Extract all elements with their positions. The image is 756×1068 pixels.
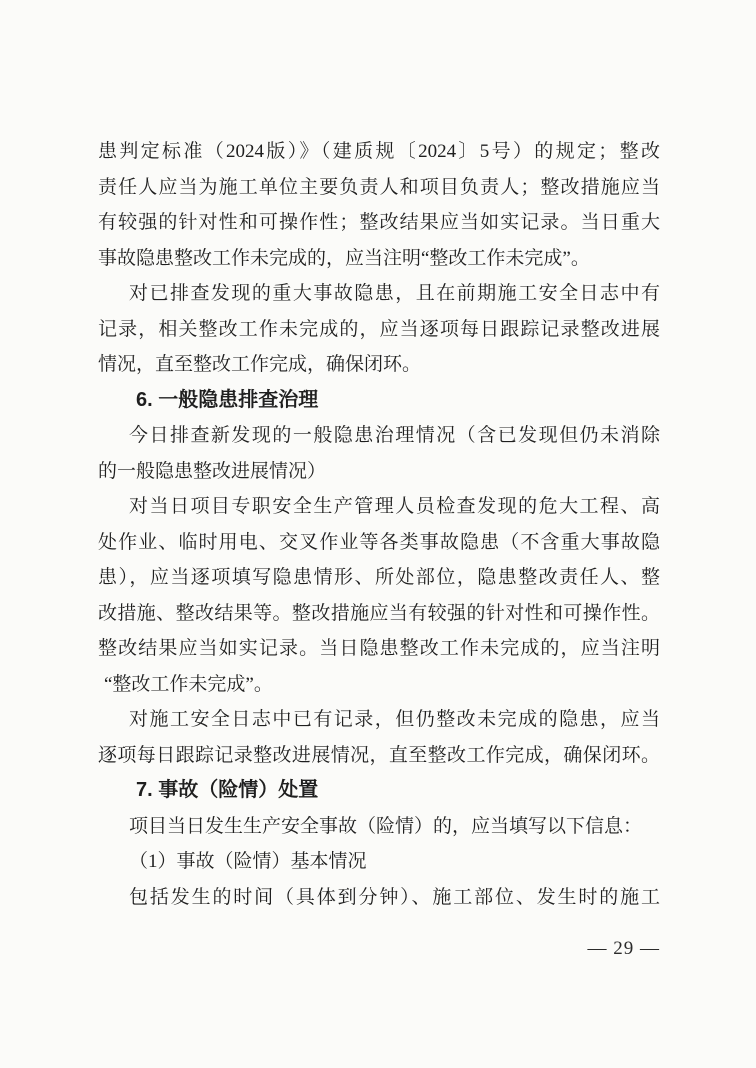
text-line: 今日排查新发现的一般隐患治理情况（含已发现但仍未消除	[129, 425, 660, 446]
text-line: 对施工安全日志中已有记录，但仍整改未完成的隐患，应当	[129, 709, 660, 730]
text-line: 责任人应当为施工单位主要负责人和项目负责人；整改措施应当	[98, 176, 660, 198]
text-line: 改措施、整改结果等。整改措施应当有较强的针对性和可操作性。	[98, 602, 660, 624]
text-line: “整改工作未完成”。	[104, 673, 273, 695]
text-line: 处作业、临时用电、交叉作业等各类事故隐患（不含重大事故隐	[98, 531, 660, 553]
text-line: 事故隐患整改工作未完成的，应当注明“整改工作未完成”。	[98, 247, 590, 269]
section-6-heading: 6. 一般隐患排查治理	[136, 388, 319, 411]
text-line: 整改结果应当如实记录。当日隐患整改工作未完成的，应当注明	[98, 638, 660, 659]
text-line: 记录，相关整改工作未完成的，应当逐项每日跟踪记录整改进展	[98, 318, 660, 340]
text-line: 情况，直至整改工作完成，确保闭环。	[98, 354, 422, 375]
text-line: 患判定标准（2024版）》（建质规〔2024〕5号）的规定；整改	[98, 141, 660, 162]
text-line: 有较强的针对性和可操作性；整改结果应当如实记录。当日重大	[98, 212, 660, 233]
text-line: 包括发生的时间（具体到分钟）、施工部位、发生时的施工	[129, 886, 660, 908]
text-line: 对当日项目专职安全生产管理人员检查发现的危大工程、高	[129, 496, 660, 517]
text-line: 对已排查发现的重大事故隐患，且在前期施工安全日志中有	[129, 283, 660, 304]
document-text-block	[98, 134, 660, 915]
text-line: 患），应当逐项填写隐患情形、所处部位，隐患整改责任人、整	[98, 567, 660, 588]
text-line: 逐项每日跟踪记录整改进展情况，直至整改工作完成，确保闭环。	[98, 744, 660, 766]
text-line: （1）事故（险情）基本情况	[129, 851, 367, 872]
text-line: 的一般隐患整改进展情况）	[98, 460, 327, 482]
page-number: — 29 —	[587, 938, 660, 959]
section-7-heading: 7. 事故（险情）处置	[136, 779, 319, 801]
text-line: 项目当日发生生产安全事故（险情）的，应当填写以下信息：	[129, 815, 643, 837]
